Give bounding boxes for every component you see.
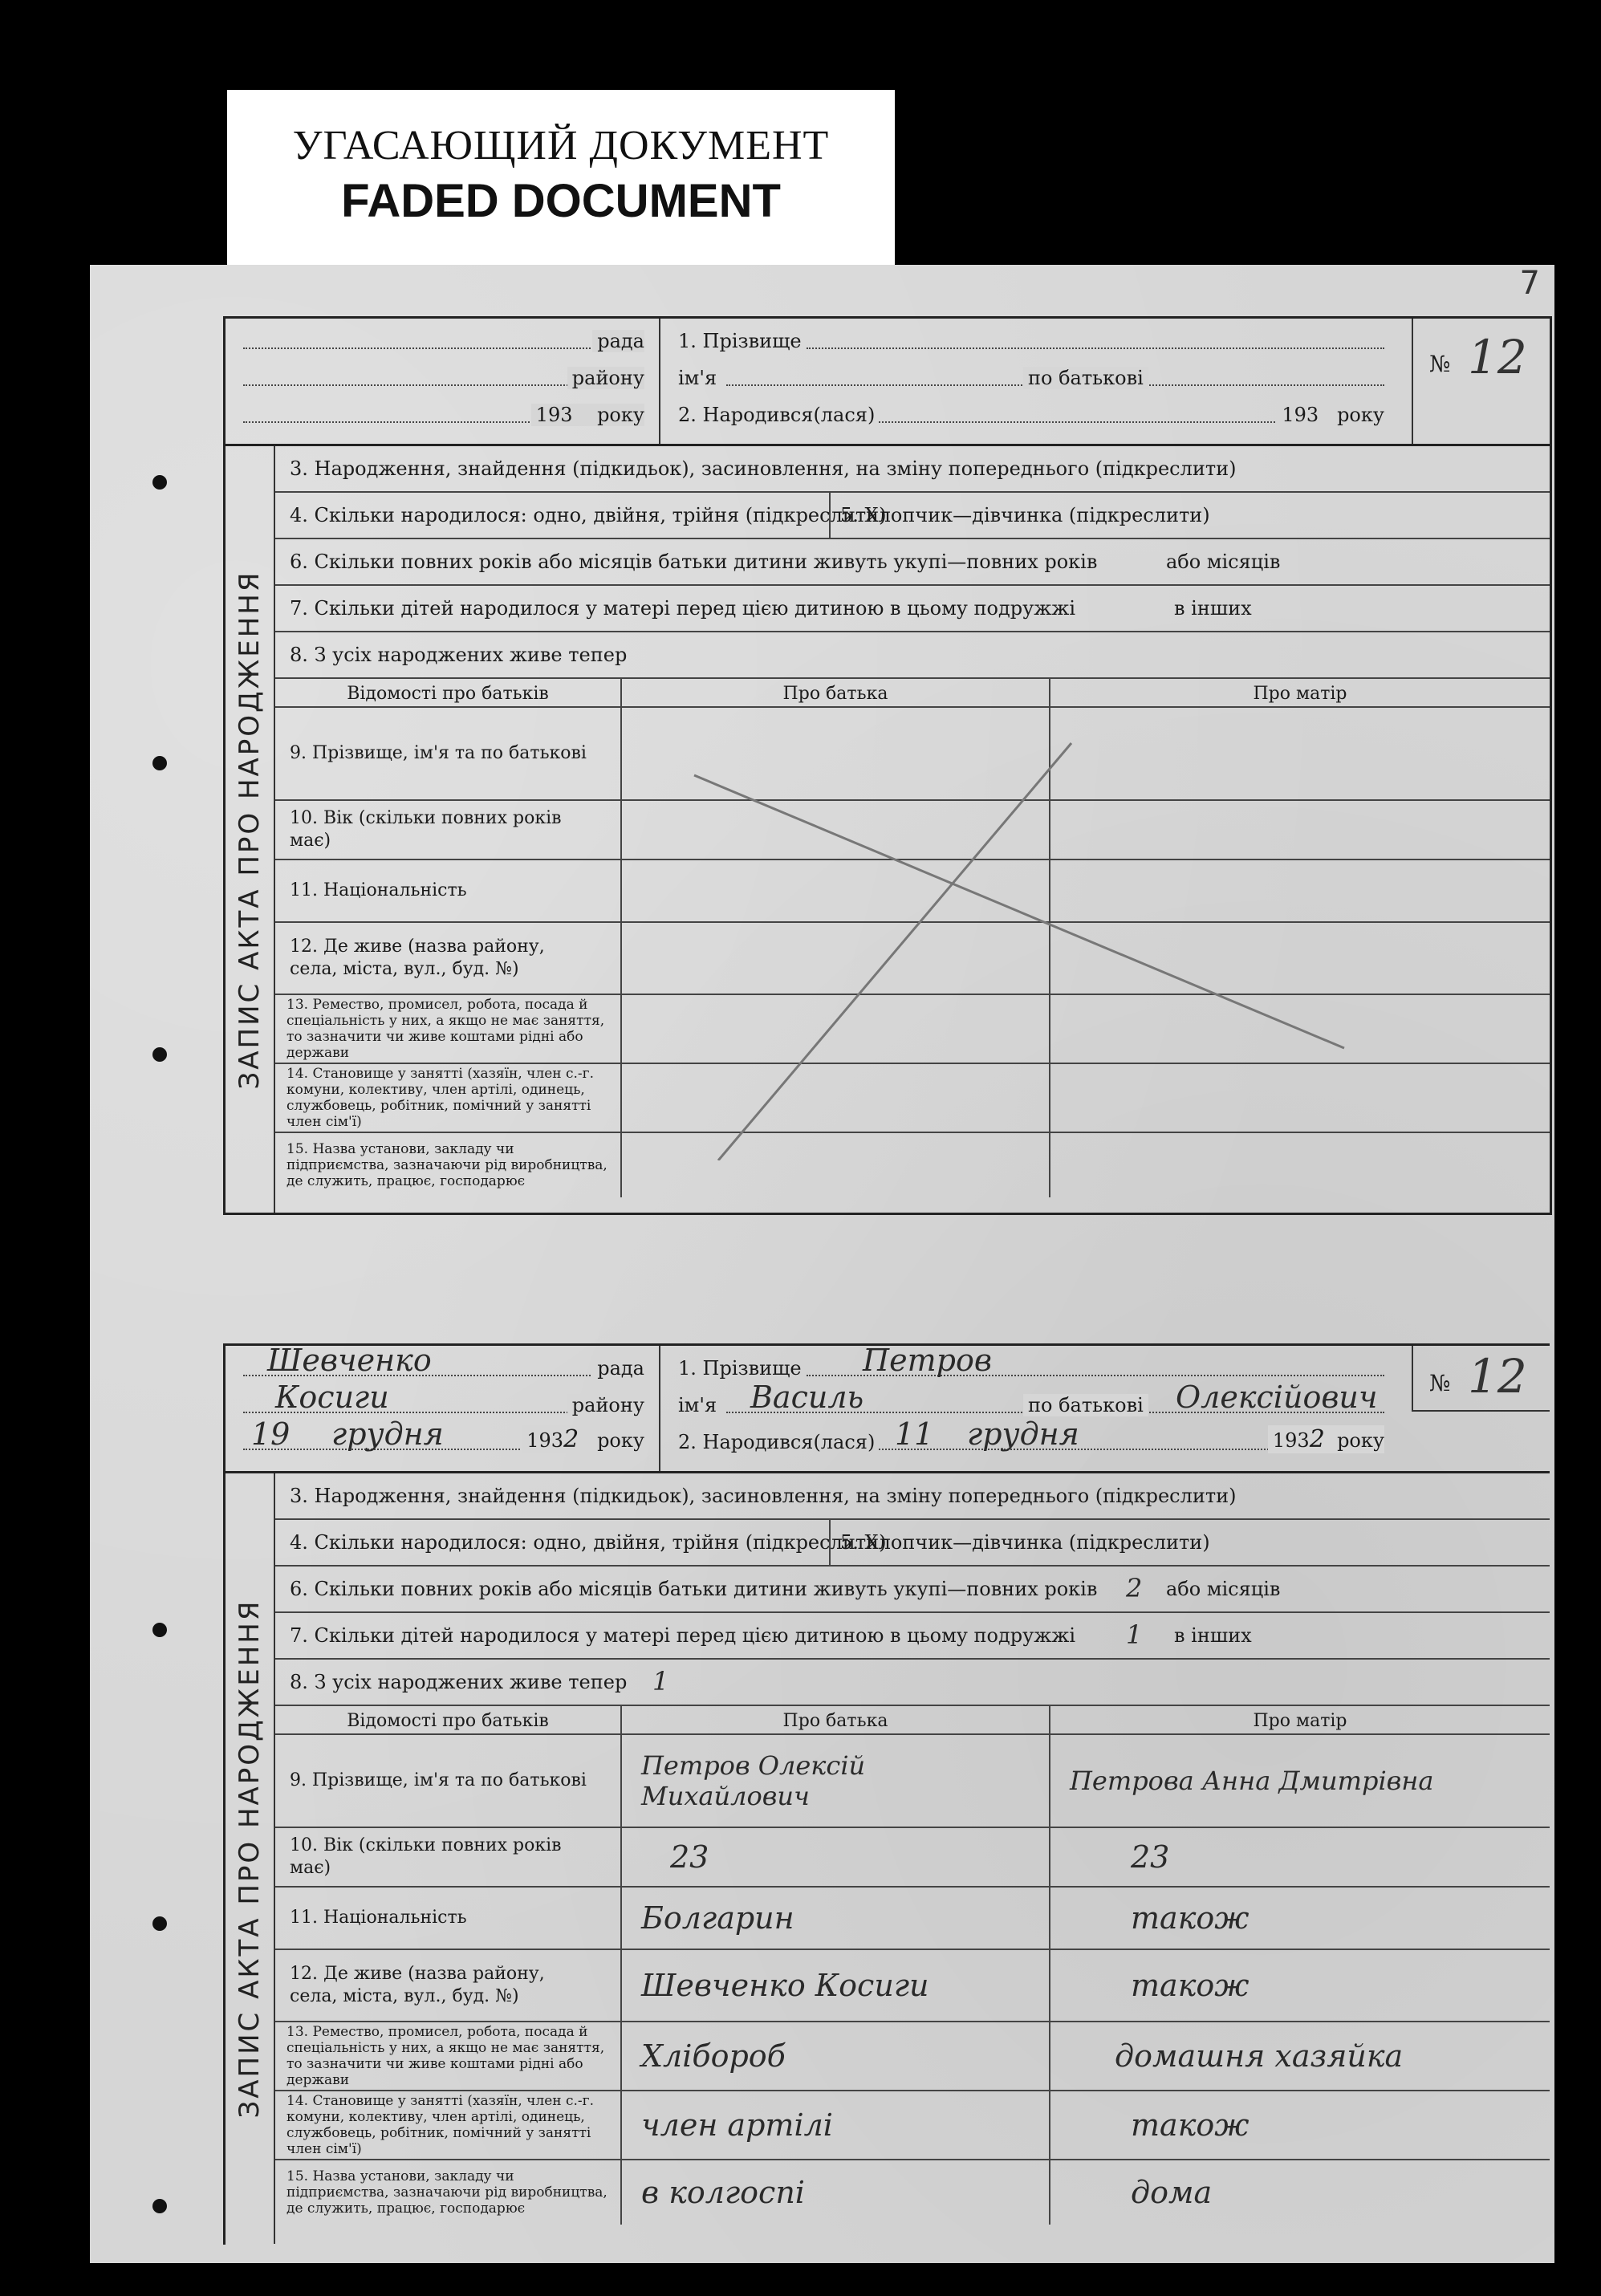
hand-born-day: 11 xyxy=(895,1416,934,1452)
record-number: 12 xyxy=(1468,1349,1527,1404)
hand-raion: Косиги xyxy=(275,1380,389,1415)
row-label-14: 14. Становище у занятті (хазяїн, член с.-г. комуни, колективу, член артілі, одинець, службовець, робітник, помічний у занятті член сім'ї) xyxy=(286,2093,594,2157)
punch-hole-icon xyxy=(152,1623,167,1637)
punch-hole-icon xyxy=(152,756,167,770)
row-4-5: 4. Скільки народилося: одно, двійня, трійня (підкреслити) 5. Хлопчик—дівчинка (підкреслити) xyxy=(275,1520,1550,1567)
row-4-5: 4. Скільки народилося: одно, двійня, трійня (підкреслити) 5. Хлопчик—дівчинка (підкреслити) xyxy=(275,493,1550,539)
sidebar-title: ЗАПИС АКТА ПРО НАРОДЖЕННЯ xyxy=(226,1473,275,2244)
hand-father-nationality: Болгарин xyxy=(641,1900,794,1936)
row-label-12: 12. Де живе (назва району, села, міста, вул., буд. №) xyxy=(290,1964,545,2006)
row-label-15: 15. Назва установи, закладу чи підприємства, зазначаючи рід виробництва, де служить, працює, господарює xyxy=(286,2168,607,2217)
row-label-11: 11. Національність xyxy=(290,1908,467,1928)
table-header-father: Про батька xyxy=(782,1711,888,1731)
row-7: 7. Скільки дітей народилося у матері перед цією дитиною в цьому подружжі 1 в інших xyxy=(275,1613,1550,1660)
label-number-sign: № xyxy=(1429,351,1451,377)
label-patronymic: по батькові xyxy=(1023,367,1148,389)
row-6: 6. Скільки повних років або місяців батьки дитини живуть укупі—повних років або місяців xyxy=(275,539,1550,586)
page-corner-mark: 7 xyxy=(1519,265,1540,302)
hand-patronymic: Олексійович xyxy=(1176,1380,1378,1415)
label-name: ім'я xyxy=(678,367,717,389)
label-russian: УГАСАЮЩИЙ ДОКУМЕНТ xyxy=(292,123,830,169)
hand-years-together: 2 xyxy=(1126,1573,1143,1603)
label-number-sign: № xyxy=(1429,1370,1451,1396)
row-label-14: 14. Становище у занятті (хазяїн, член с.-г. комуни, колективу, член артілі, одинець, службовець, робітник, помічний у занятті член сім'ї) xyxy=(286,1066,594,1130)
label-born: 2. Народився(лася) xyxy=(678,1431,876,1453)
hand-mother-age: 23 xyxy=(1131,1839,1170,1875)
row-label-10: 10. Вік (скільки повних років має) xyxy=(290,808,562,851)
row-6: 6. Скільки повних років або місяців батьки дитини живуть укупі—повних років 2 або місяців xyxy=(275,1567,1550,1613)
hand-surname: Петров xyxy=(863,1343,992,1378)
parents-table xyxy=(275,1706,1550,2225)
label-name: ім'я xyxy=(678,1394,717,1416)
label-patronymic: по батькові xyxy=(1023,1394,1148,1416)
row-label-13: 13. Ремество, промисел, робота, посада й спеціальність у них, а якщо не має заняття, то зазначити чи живе коштами рідні або держави xyxy=(286,997,605,1061)
row-7: 7. Скільки дітей народилося у матері перед цією дитиною в цьому подружжі в інших xyxy=(275,586,1550,632)
hand-date-day: 19 xyxy=(251,1416,291,1452)
hand-mother-position: також xyxy=(1131,2107,1250,2143)
label-born-year: 1932 року xyxy=(1268,1425,1384,1453)
row-label-11: 11. Національність xyxy=(290,880,467,900)
hand-name: Василь xyxy=(750,1380,864,1415)
label-raion: району xyxy=(567,367,644,389)
hand-alive-now: 1 xyxy=(652,1666,669,1697)
hand-date-month: грудня xyxy=(331,1416,444,1452)
punch-hole-icon xyxy=(152,1916,167,1931)
hand-born-month: грудня xyxy=(967,1416,1079,1452)
row-8: 8. З усіх народжених живе тепер xyxy=(275,632,1550,679)
row-label-13: 13. Ремество, промисел, робота, посада й спеціальність у них, а якщо не має заняття, то зазначити чи живе коштами рідні або держави xyxy=(286,2024,605,2088)
hand-mother-name: Петрова Анна Дмитрівна xyxy=(1070,1766,1434,1796)
cancel-cross-mark xyxy=(622,711,1500,1160)
parents-table xyxy=(275,679,1550,1197)
form-header xyxy=(226,319,1550,446)
label-english: FADED DOCUMENT xyxy=(341,175,781,227)
label-raion: району xyxy=(567,1394,644,1416)
hand-children-before: 1 xyxy=(1126,1619,1143,1650)
row-label-9: 9. Прізвище, ім'я та по батькові xyxy=(290,1770,587,1790)
hand-father-employer: в колгоспі xyxy=(641,2175,805,2210)
label-surname: 1. Прізвище xyxy=(678,1357,802,1380)
hand-father-address: Шевченко Косиги xyxy=(641,1968,929,2003)
hand-mother-nationality: також xyxy=(1131,1900,1250,1936)
hand-mother-employer: дома xyxy=(1131,2175,1213,2210)
birth-record-form-blank xyxy=(223,316,1552,1215)
faded-document-label xyxy=(227,90,895,270)
row-label-9: 9. Прізвище, ім'я та по батькові xyxy=(290,743,587,763)
label-year-roku: 193 року xyxy=(531,404,644,426)
label-born-year: 193 року xyxy=(1277,404,1384,426)
hand-father-occupation: Хлібороб xyxy=(641,2038,786,2074)
label-rada: рада xyxy=(592,1357,644,1380)
hand-father-position: член артілі xyxy=(641,2107,833,2143)
table-header-info: Відомості про батьків xyxy=(347,684,549,704)
row-label-10: 10. Вік (скільки повних років має) xyxy=(290,1835,562,1878)
sidebar-title: ЗАПИС АКТА ПРО НАРОДЖЕННЯ xyxy=(226,446,275,1213)
hand-mother-occupation: домашня хазяйка xyxy=(1115,2038,1404,2074)
table-header-mother: Про матір xyxy=(1253,684,1347,704)
row-3: 3. Народження, знайдення (підкидьок), засиновлення, на зміну попереднього (підкреслити) xyxy=(275,1473,1550,1520)
punch-hole-icon xyxy=(152,1047,167,1062)
label-rada: рада xyxy=(592,330,644,352)
form-header xyxy=(226,1343,1550,1473)
document-page xyxy=(90,265,1554,2263)
punch-hole-icon xyxy=(152,475,167,490)
row-label-12: 12. Де живе (назва району, села, міста, вул., буд. №) xyxy=(290,937,545,979)
label-born: 2. Народився(лася) xyxy=(678,404,876,426)
label-year-roku: 1932 року xyxy=(522,1425,644,1453)
row-3: 3. Народження, знайдення (підкидьок), засиновлення, на зміну попереднього (підкреслити) xyxy=(275,446,1550,493)
hand-father-age: 23 xyxy=(670,1839,709,1875)
label-surname: 1. Прізвище xyxy=(678,330,802,352)
table-header-mother: Про матір xyxy=(1253,1711,1347,1731)
row-label-15: 15. Назва установи, закладу чи підприємства, зазначаючи рід виробництва, де служить, працює, господарює xyxy=(286,1141,607,1189)
hand-rada: Шевченко xyxy=(267,1343,432,1378)
table-header-father: Про батька xyxy=(782,684,888,704)
record-number: 12 xyxy=(1468,330,1527,384)
hand-father-name: Петров Олексій Михайлович xyxy=(641,1750,866,1811)
row-8: 8. З усіх народжених живе тепер 1 xyxy=(275,1660,1550,1706)
punch-hole-icon xyxy=(152,2199,167,2213)
birth-record-form-filled xyxy=(223,1343,1550,2245)
hand-mother-address: також xyxy=(1131,1968,1250,2003)
table-header-info: Відомості про батьків xyxy=(347,1711,549,1731)
